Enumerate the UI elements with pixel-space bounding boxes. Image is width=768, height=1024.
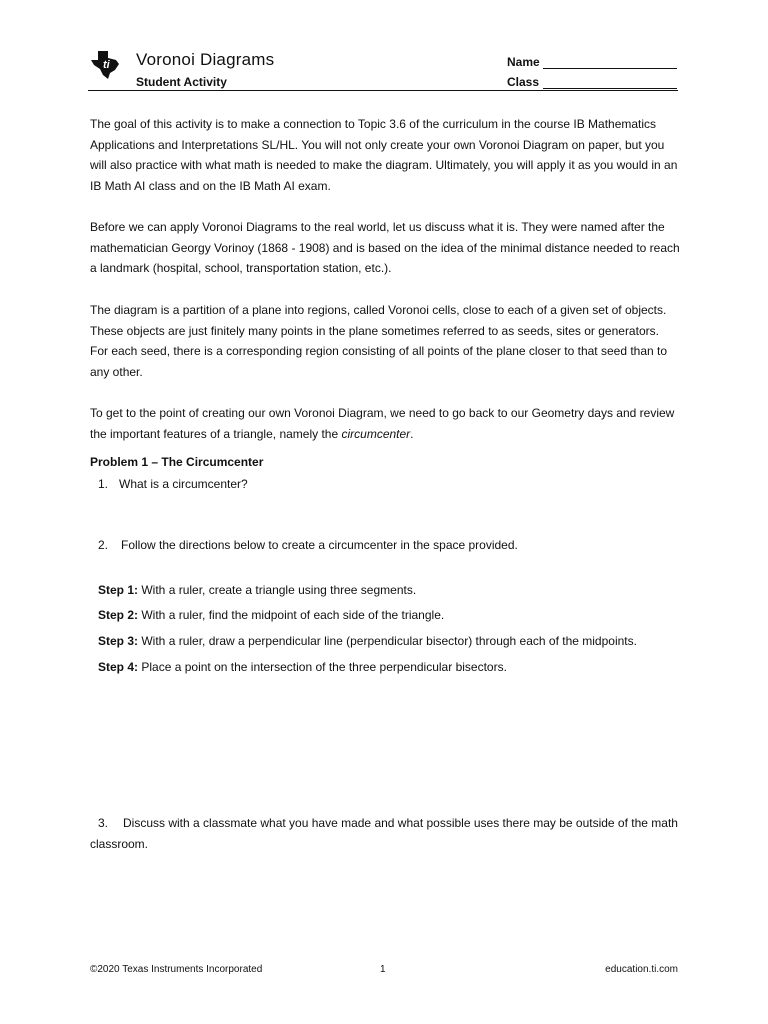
step-1-label: Step 1: [98,583,139,597]
question-1-number: 1. [98,477,109,491]
geometry-paragraph-end: . [410,426,414,441]
question-1-text: What is a circumcenter? [119,477,248,491]
step-4-label: Step 4: [98,660,139,674]
question-2 [98,535,518,556]
question-3 [90,813,680,854]
intro-paragraph: The goal of this activity is to make a connection to Topic 3.6 of the curriculum in the course IB Mathematics Applications and Interpretations SL/HL. You will not only create your own Voronoi Diagram on paper, but you will also practice with what math is needed to make the diagram. Ultimately, you will apply it as you would in an IB Math AI class and on the IB Math AI exam. [90,117,678,194]
page-header [88,46,678,96]
footer-page-number: 1 [380,964,386,975]
question-3-number: 3. [98,816,109,830]
question-1 [98,474,248,495]
class-field[interactable] [507,75,545,89]
problem-1-heading: Problem 1 – The Circumcenter [90,455,264,469]
step-1 [98,583,416,597]
footer-copyright: ©2020 Texas Instruments Incorporated [90,964,263,975]
question-2-text: Follow the directions below to create a circumcenter in the space provided. [121,538,518,552]
name-label: Name [507,55,540,69]
name-line[interactable] [543,68,677,69]
question-3-text: Discuss with a classmate what you have made and what possible uses there may be outside of the math classroom. [90,816,678,851]
circumcenter-term: circumcenter [341,426,411,441]
ti-texas-logo-icon [88,48,122,82]
header-rule [88,90,678,91]
document-subtitle: Student Activity [136,75,227,89]
footer-website-link[interactable]: education.ti.com [605,964,678,975]
class-line[interactable] [543,88,677,89]
step-4-text: Place a point on the intersection of the three perpendicular bisectors. [141,660,507,674]
step-2 [98,608,444,622]
step-3-label: Step 3: [98,634,139,648]
geometry-paragraph [90,403,680,444]
step-2-label: Step 2: [98,608,139,622]
history-paragraph: Before we can apply Voronoi Diagrams to the real world, let us discuss what it is. They were named after the mathematician Georgy Vorinoy (1868 - 1908) and is based on the idea of the minimal distance needed to reach a landmark (hospital, school, transportation station, etc.). [90,220,680,276]
step-3-text: With a ruler, draw a perpendicular line (perpendicular bisector) through each of the midpoints. [141,634,637,648]
geometry-paragraph-text: To get to the point of creating our own Voronoi Diagram, we need to go back to our Geometry days and review the important features of a triangle, namely the [90,406,675,441]
name-field[interactable] [507,55,545,69]
question-2-number: 2. [98,538,109,552]
ti-logo-text: ti [103,59,110,71]
step-1-text: With a ruler, create a triangle using three segments. [141,583,417,597]
definition-paragraph: The diagram is a partition of a plane into regions, called Voronoi cells, close to each of a given set of objects. These objects are just finitely many points in the plane sometimes referred to as seeds, sites or generators. For each seed, there is a corresponding region consisting of all points of the plane closer to that seed than to any other. [90,303,668,380]
class-label: Class [507,75,540,89]
step-2-text: With a ruler, find the midpoint of each side of the triangle. [141,608,445,622]
document-title: Voronoi Diagrams [136,50,275,69]
step-4 [98,660,507,674]
step-3 [98,634,637,648]
